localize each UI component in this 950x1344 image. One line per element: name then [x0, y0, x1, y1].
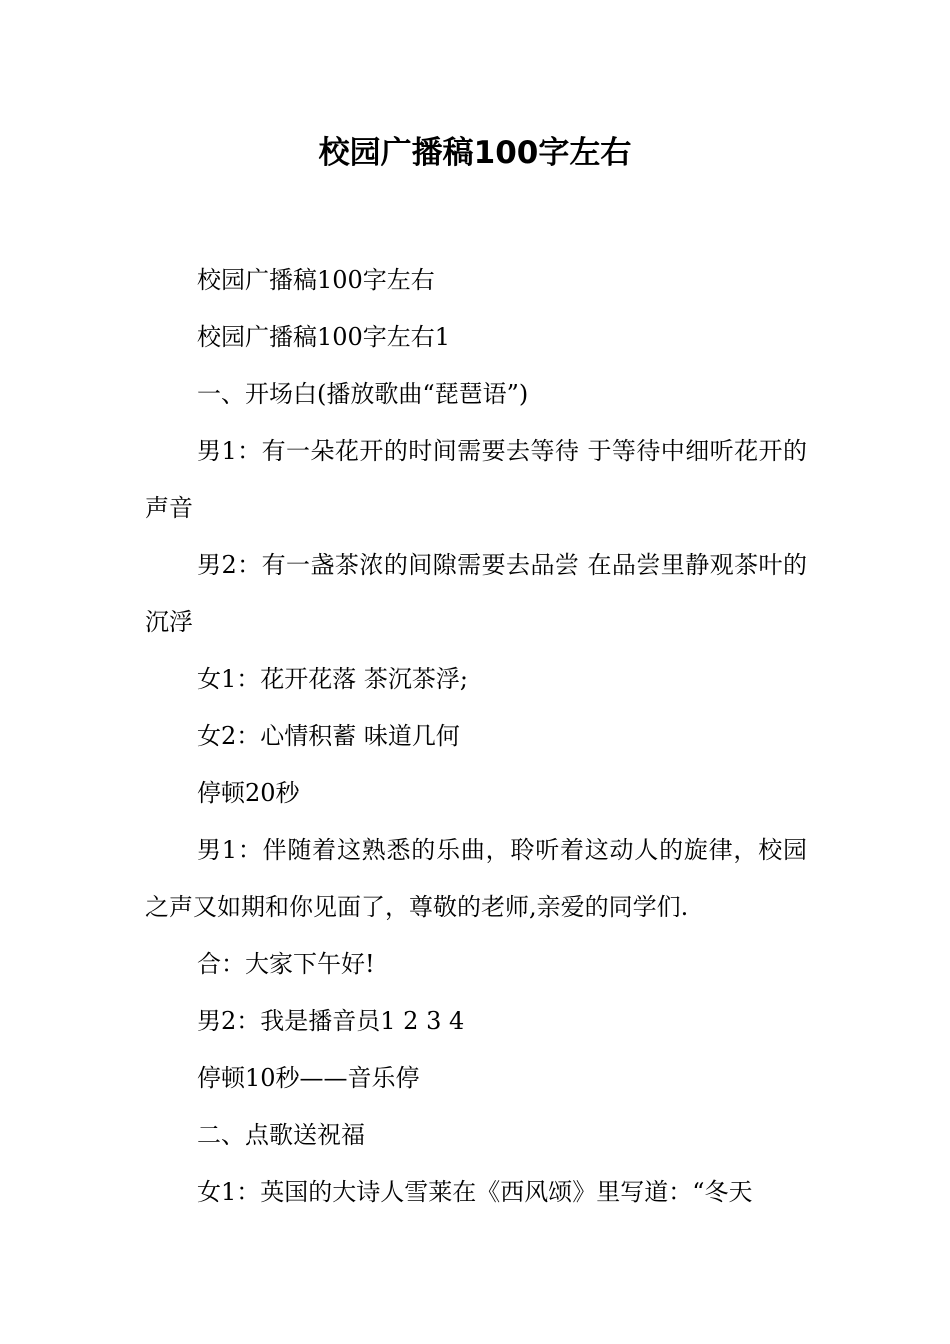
- paragraph: 停顿10秒——音乐停: [197, 1064, 420, 1092]
- paragraph: 男2：我是播音员1 2 3 4: [197, 1007, 465, 1035]
- document-title: 校园广播稿100字左右: [318, 135, 632, 171]
- paragraph: 男2：有一盏茶浓的间隙需要去品尝 在品尝里静观茶叶的沉浮: [145, 551, 807, 636]
- paragraph: 合：大家下午好!: [197, 950, 375, 978]
- paragraph: 女1：英国的大诗人雪莱在《西风颂》里写道：“冬天: [197, 1178, 753, 1206]
- paragraph: 校园广播稿100字左右: [197, 266, 435, 294]
- paragraph: 二、点歌送祝福: [197, 1121, 365, 1149]
- paragraph: 男1：有一朵花开的时间需要去等待 于等待中细听花开的声音: [145, 437, 807, 522]
- paragraph: 停顿20秒: [197, 779, 300, 807]
- document-body: [145, 252, 807, 1221]
- paragraph: 一、开场白(播放歌曲“琵琶语”): [197, 380, 529, 408]
- paragraph: 校园广播稿100字左右1: [197, 323, 451, 351]
- paragraph: 女2：心情积蓄 味道几何: [197, 722, 460, 750]
- paragraph: 男1：伴随着这熟悉的乐曲，聆听着这动人的旋律，校园之声又如期和你见面了，尊敬的老师,亲爱的同学们.: [145, 836, 807, 921]
- paragraph: 女1：花开花落 茶沉茶浮;: [197, 665, 468, 693]
